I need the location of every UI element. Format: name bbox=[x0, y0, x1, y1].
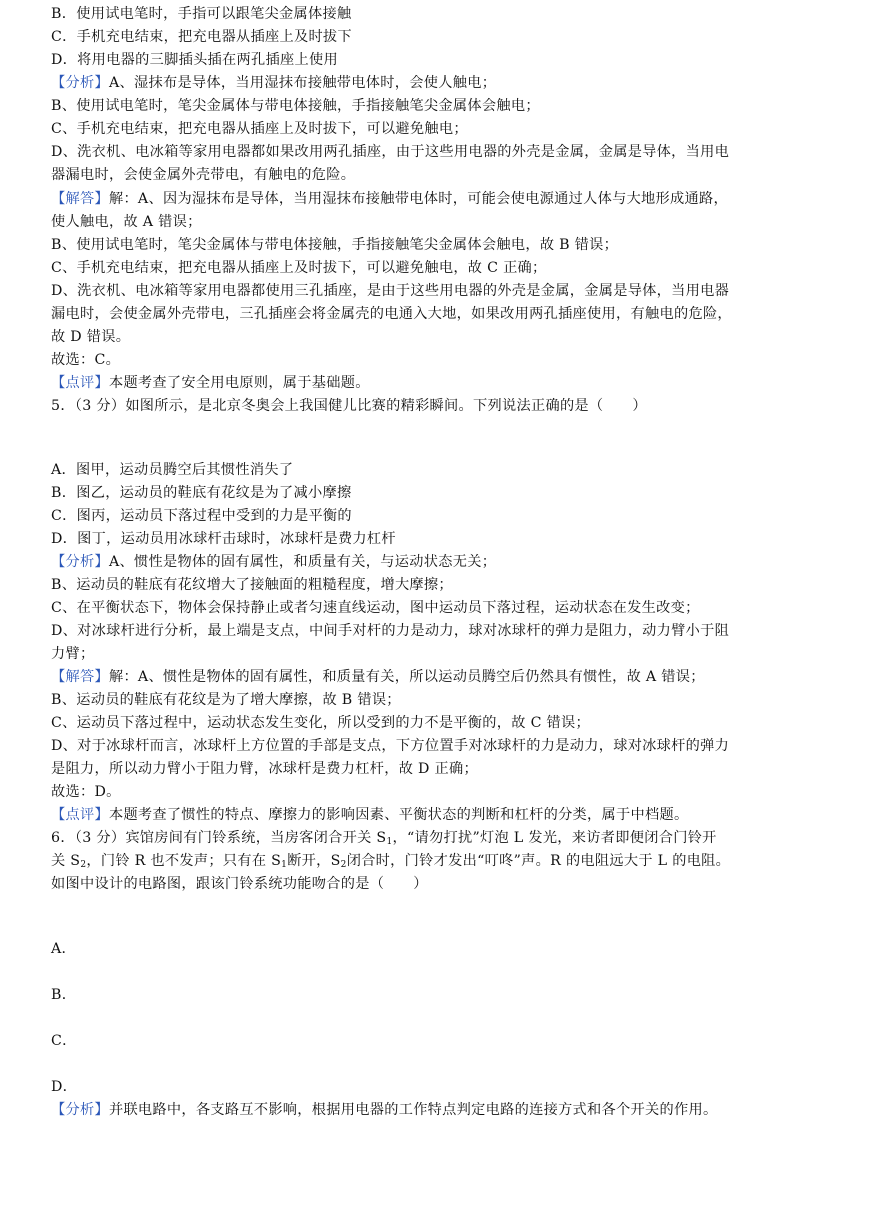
q4-solution-a2: 使人触电，故 A 错误； bbox=[51, 214, 202, 230]
q4-solution-c: C、手机充电结束，把充电器从插座上及时拔下，可以避免触电，故 C 正确； bbox=[51, 260, 547, 276]
q5-solution-text: 解：A、惯性是物体的固有属性，和质量有关，所以运动员腾空后仍然具有惯性，故 A 错误； bbox=[108, 669, 705, 685]
q4-solution-line bbox=[51, 189, 821, 209]
analysis-tag: 【分析】 bbox=[51, 75, 109, 91]
q5-analysis-text: A、惯性是物体的固有属性，和质量有关，与运动状态无关； bbox=[108, 554, 497, 570]
q6-stem-line-1 bbox=[51, 828, 821, 848]
q5-analysis-b: B、运动员的鞋底有花纹增大了接触面的粗糙程度，增大摩擦； bbox=[51, 577, 453, 593]
q4-option-b: B．使用试电笔时，手指可以跟笔尖金属体接触 bbox=[51, 6, 352, 22]
q5-option-a: A．图甲，运动员腾空后其惯性消失了 bbox=[51, 462, 294, 478]
q4-analysis-d2: 器漏电时，会使金属外壳带电，有触电的危险。 bbox=[51, 167, 356, 183]
q6-option-b: B． bbox=[51, 987, 77, 1003]
comment-tag: 【点评】 bbox=[51, 375, 109, 391]
q4-solution-text: 解：A、因为湿抹布是导体，当用湿抹布接触带电体时，可能会使电源通过人体与大地形成通路， bbox=[108, 191, 728, 207]
q5-solution-d1: D、对于冰球杆而言，冰球杆上方位置的手部是支点，下方位置手对冰球杆的力是动力，球对冰球杆的弹力 bbox=[51, 738, 730, 754]
q6-stem-text: 关 S bbox=[51, 853, 81, 869]
q4-analysis-d1: D、洗衣机、电冰箱等家用电器都如果改用两孔插座，由于这些用电器的外壳是金属，金属是导体，当用电 bbox=[51, 144, 730, 160]
q6-stem-text: 6．（3 分）宾馆房间有门铃系统，当房客闭合开关 S bbox=[51, 830, 387, 846]
analysis-tag: 【分析】 bbox=[51, 554, 109, 570]
q5-analysis-d1: D、对冰球杆进行分析，最上端是支点，中间手对杆的力是动力，球对冰球杆的弹力是阻力，动力臂小于阻 bbox=[51, 623, 730, 639]
q5-analysis-d2: 力臂； bbox=[51, 646, 95, 662]
q4-solution-d1: D、洗衣机、电冰箱等家用电器都使用三孔插座，是由于这些用电器的外壳是金属，金属是导体，当用电器 bbox=[51, 283, 730, 299]
q4-comment-line bbox=[51, 373, 821, 393]
q5-solution-d2: 是阻力，所以动力臂小于阻力臂，冰球杆是费力杠杆，故 D 正确； bbox=[51, 761, 478, 777]
q6-stem-text: 断开，S bbox=[287, 853, 341, 869]
q5-solution-c: C、运动员下落过程中，运动状态发生变化，所以受到的力不是平衡的，故 C 错误； bbox=[51, 715, 590, 731]
q4-analysis-line bbox=[51, 73, 821, 93]
q6-stem-line-2 bbox=[51, 851, 821, 871]
subscript: 2 bbox=[80, 860, 87, 870]
q6-analysis-text: 并联电路中，各支路互不影响，根据用电器的工作特点判定电路的连接方式和各个开关的作用。 bbox=[108, 1102, 718, 1118]
q4-answer: 故选：C。 bbox=[51, 352, 121, 368]
analysis-tag: 【分析】 bbox=[51, 1102, 109, 1118]
q6-option-c: C． bbox=[51, 1033, 77, 1049]
q5-analysis-c: C、在平衡状态下，物体会保持静止或者匀速直线运动，图中运动员下落过程，运动状态在发生改变； bbox=[51, 600, 700, 616]
q5-option-d: D．图丁，运动员用冰球杆击球时，冰球杆是费力杠杆 bbox=[51, 531, 396, 547]
q4-option-c: C．手机充电结束，把充电器从插座上及时拔下 bbox=[51, 29, 352, 45]
subscript: 1 bbox=[281, 860, 288, 870]
comment-tag: 【点评】 bbox=[51, 807, 109, 823]
q6-option-d: D． bbox=[51, 1079, 78, 1095]
q4-comment-text: 本题考查了安全用电原则，属于基础题。 bbox=[108, 375, 370, 391]
q6-option-a: A． bbox=[51, 941, 77, 957]
q4-solution-d3: 故 D 错误。 bbox=[51, 329, 131, 345]
q5-solution-line bbox=[51, 667, 821, 687]
q6-stem-text: ，“请勿打扰”灯泡 L 发光，来访者即便闭合门铃开 bbox=[392, 830, 717, 846]
q5-option-c: C．图丙，运动员下落过程中受到的力是平衡的 bbox=[51, 508, 352, 524]
solution-tag: 【解答】 bbox=[51, 191, 109, 207]
subscript: 1 bbox=[386, 837, 393, 847]
q5-solution-b: B、运动员的鞋底有花纹是为了增大摩擦，故 B 错误； bbox=[51, 692, 401, 708]
q4-option-d: D．将用电器的三脚插头插在两孔插座上使用 bbox=[51, 52, 338, 68]
q5-analysis-line bbox=[51, 552, 821, 572]
q4-solution-d2: 漏电时，会使金属外壳带电，三孔插座会将金属壳的电通入大地，如果改用两孔插座使用，有触电的危险， bbox=[51, 306, 732, 322]
q6-stem-line-3: 如图中设计的电路图，跟该门铃系统功能吻合的是（ ） bbox=[51, 876, 428, 892]
q4-analysis-text: A、湿抹布是导体，当用湿抹布接触带电体时，会使人触电； bbox=[108, 75, 497, 91]
q4-solution-b: B、使用试电笔时，笔尖金属体与带电体接触，手指接触笔尖金属体会触电，故 B 错误； bbox=[51, 237, 619, 253]
subscript: 2 bbox=[340, 860, 347, 870]
q5-stem: 5．（3 分）如图所示，是北京冬奥会上我国健儿比赛的精彩瞬间。下列说法正确的是（ ） bbox=[51, 398, 647, 414]
q4-analysis-c: C、手机充电结束，把充电器从插座上及时拔下，可以避免触电； bbox=[51, 121, 468, 137]
q5-option-b: B．图乙，运动员的鞋底有花纹是为了减小摩擦 bbox=[51, 485, 352, 501]
q5-comment-line bbox=[51, 805, 821, 825]
q5-answer: 故选：D。 bbox=[51, 784, 121, 800]
q6-stem-text: 闭合时，门铃才发出“叮咚”声。R 的电阻远大于 L 的电阻。 bbox=[346, 853, 731, 869]
q4-analysis-b: B、使用试电笔时，笔尖金属体与带电体接触，手指接触笔尖金属体会触电； bbox=[51, 98, 540, 114]
q6-stem-text: ，门铃 R 也不发声；只有在 S bbox=[86, 853, 282, 869]
q6-analysis-line bbox=[51, 1100, 821, 1120]
q5-comment-text: 本题考查了惯性的特点、摩擦力的影响因素、平衡状态的判断和杠杆的分类，属于中档题。 bbox=[108, 807, 689, 823]
solution-tag: 【解答】 bbox=[51, 669, 109, 685]
